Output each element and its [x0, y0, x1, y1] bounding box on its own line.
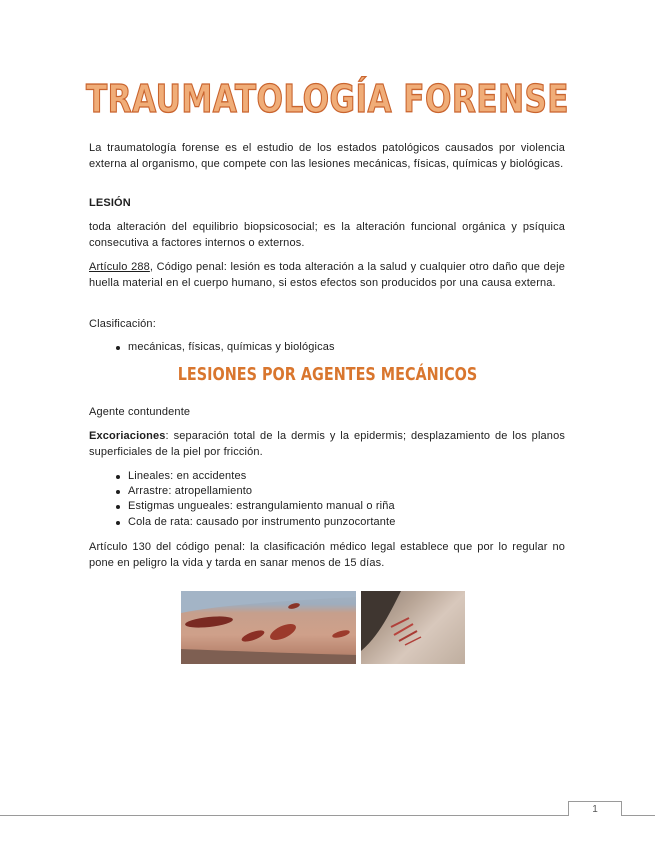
list-item: mecánicas, físicas, químicas y biológicas: [89, 340, 565, 355]
excoriaciones-term: Excoriaciones: [89, 430, 166, 442]
article-288-text: , Código penal: lesión es toda alteración a la salud y cualquier otro daño que deje huella material en el cuerpo humano, si estos efectos son producidos por una causa externa.: [89, 261, 565, 289]
clasificacion-label: Clasificación:: [89, 318, 156, 330]
list-item: Lineales: en accidentes: [89, 469, 565, 484]
list-item: Estigmas ungueales: estrangulamiento manual o riña: [89, 499, 565, 514]
footer-rule-left: [0, 815, 568, 816]
arm-abrasion-illustration: [181, 591, 356, 664]
lesion-heading: LESIÓN: [89, 197, 131, 209]
intro-paragraph: La traumatología forense es el estudio de los estados patológicos causados por violencia externa al organismo, que compete con las lesiones mecánicas, físicas, químicas y biológicas.: [89, 142, 565, 170]
document-title: TRAUMATOLOGÍA FORENSE: [85, 77, 570, 121]
article-288-paragraph: [89, 260, 565, 291]
agente-label: Agente contundente: [89, 406, 191, 418]
article-130-paragraph: Artículo 130 del código penal: la clasificación médico legal establece que por lo regular no pone en peligro la vida y tarda en sanar menos de 15 días.: [89, 541, 565, 569]
excoriaciones-paragraph: [89, 429, 565, 460]
arm-abrasion-photo: [181, 591, 356, 664]
footer-rule-right: [621, 815, 655, 816]
excoriaciones-text: : separación total de la dermis y la epidermis; desplazamiento de los planos superficiales de la piel por fricción.: [89, 430, 565, 458]
neck-scratch-photo: [361, 591, 465, 664]
neck-scratch-illustration: [361, 591, 465, 664]
excoriaciones-types-list: [89, 469, 565, 530]
list-item: Cola de rata: causado por instrumento punzocortante: [89, 515, 565, 530]
list-item: Arrastre: atropellamiento: [89, 484, 565, 499]
section-title: LESIONES POR AGENTES MECÁNICOS: [177, 364, 478, 385]
clasificacion-list: [89, 340, 565, 355]
page-number: 1: [568, 801, 622, 816]
lesion-definition: toda alteración del equilibrio biopsicosocial; es la alteración funcional orgánica y psíquica consecutiva a factores internos o externos.: [89, 221, 565, 249]
article-288-reference: Artículo 288: [89, 261, 150, 273]
